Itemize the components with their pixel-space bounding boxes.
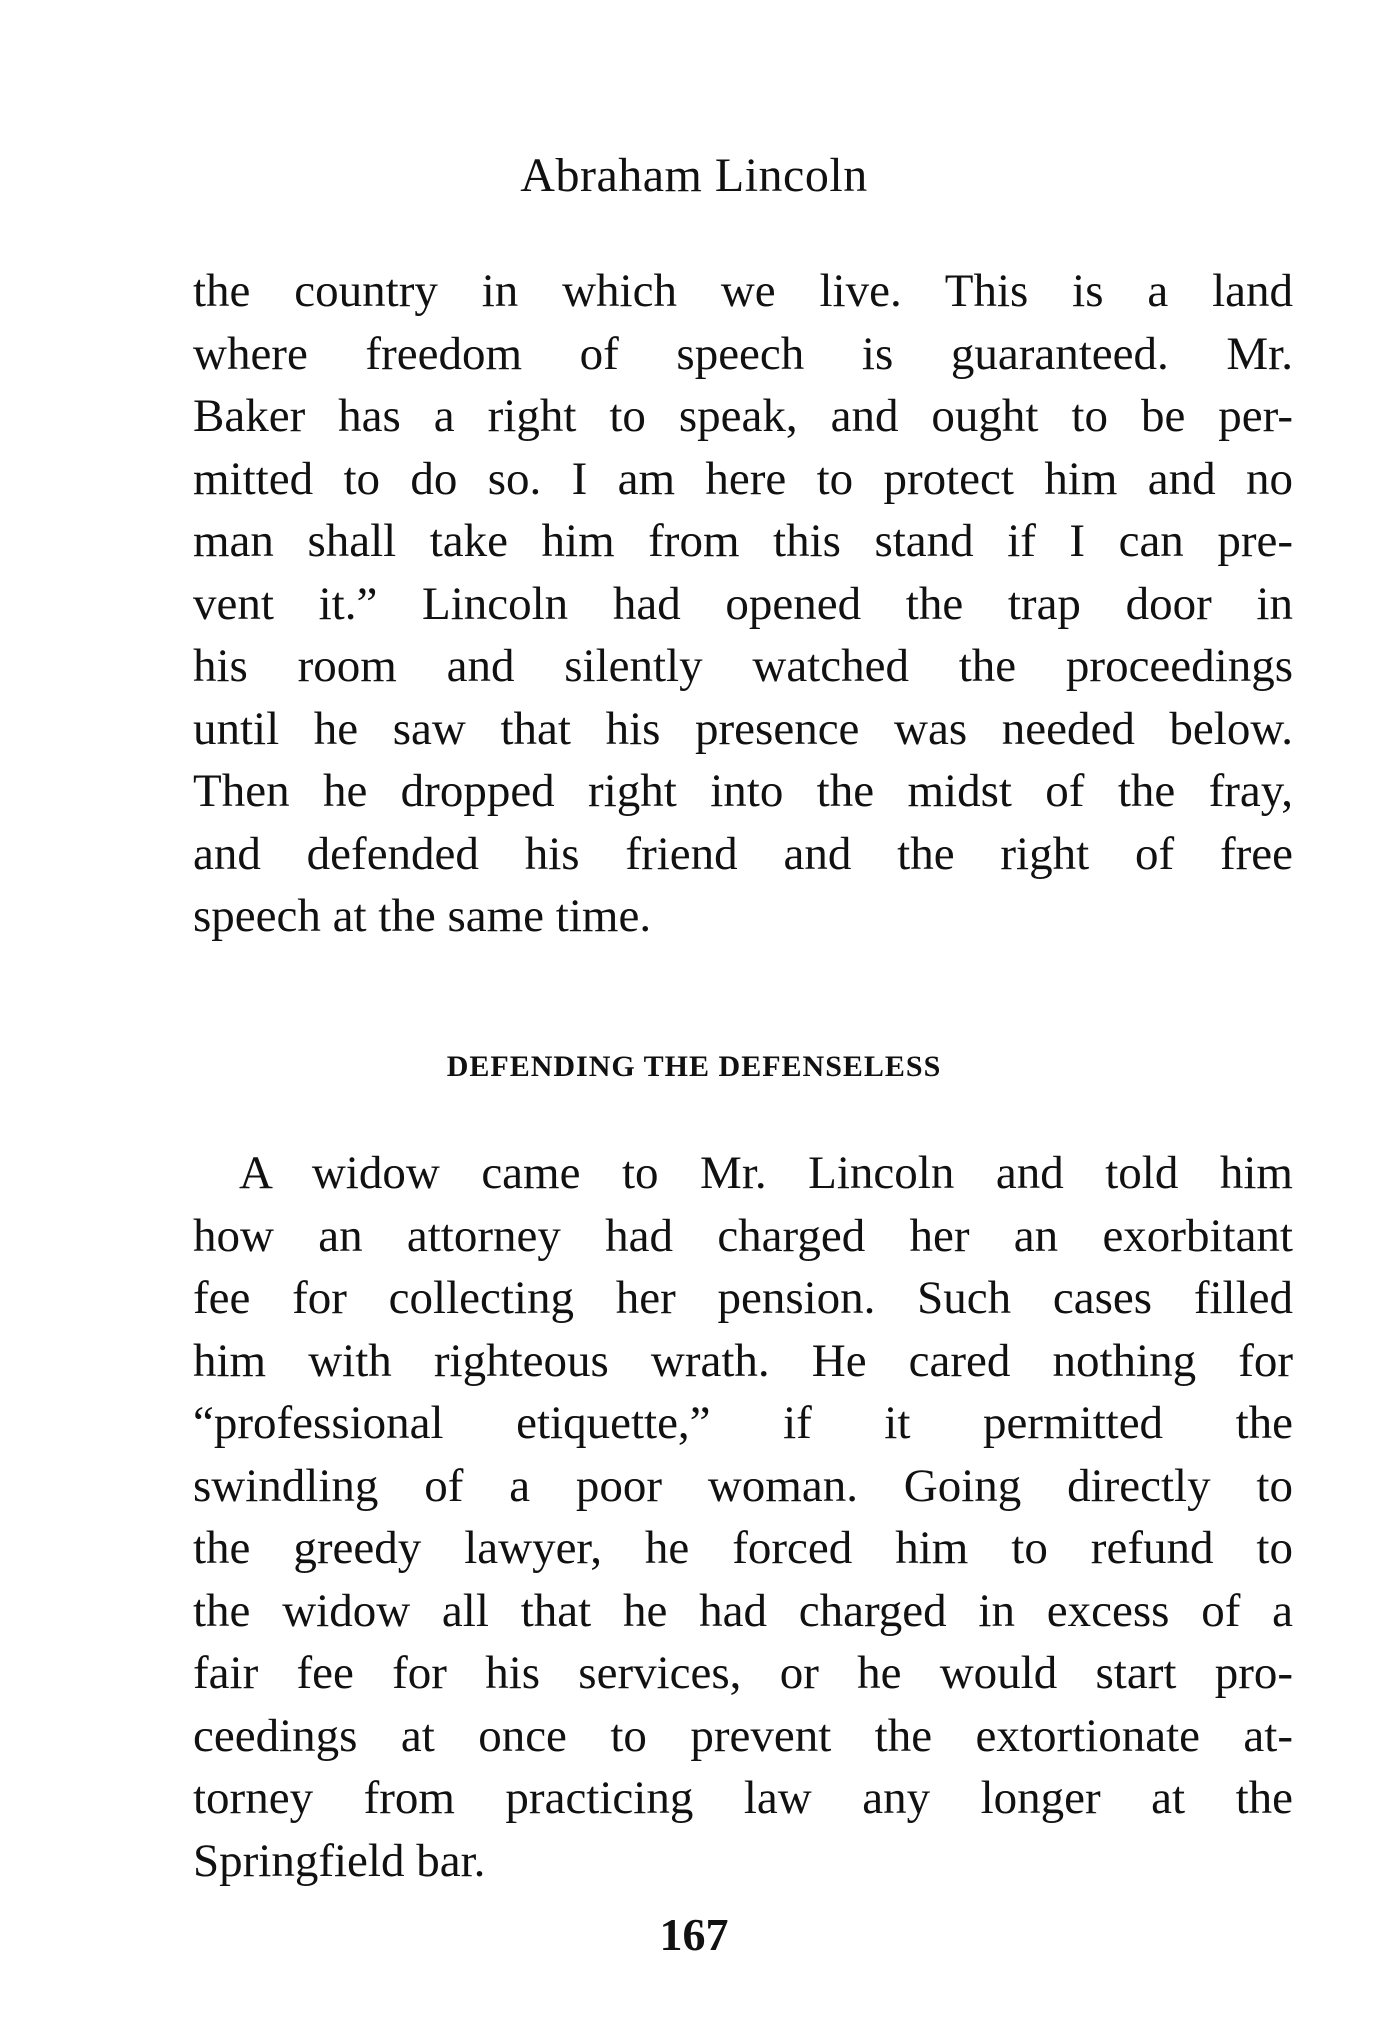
text-line: how an attorney had charged her an exorbitant <box>193 1209 1293 1262</box>
text-line: vent it.” Lincoln had opened the trap door in <box>193 577 1293 630</box>
text-line: swindling of a poor woman. Going directly to <box>193 1459 1293 1512</box>
text-line: ceedings at once to prevent the extortionate at- <box>193 1709 1293 1762</box>
text-line: his room and silently watched the proceedings <box>193 640 1293 692</box>
text-line: him with righteous wrath. He cared nothing for <box>193 1334 1293 1387</box>
text-line: and defended his friend and the right of free <box>193 827 1293 880</box>
text-line: fee for collecting her pension. Such cases filled <box>193 1272 1293 1324</box>
text-line: until he saw that his presence was needed below. <box>193 702 1293 755</box>
page-number: 167 <box>659 1909 729 1960</box>
text-line: Baker has a right to speak, and ought to be per- <box>193 390 1293 442</box>
section-heading: DEFENDING THE DEFENSELESS <box>446 1050 942 1083</box>
text-line: A widow came to Mr. Lincoln and told him <box>239 1147 1293 1199</box>
text-line: the greedy lawyer, he forced him to refund to <box>193 1522 1293 1574</box>
text-line: where freedom of speech is guaranteed. Mr. <box>193 327 1293 380</box>
text-line: “professional etiquette,” if it permitted the <box>193 1397 1293 1449</box>
text-line: torney from practicing law any longer at the <box>193 1772 1293 1824</box>
text-line: man shall take him from this stand if I can pre- <box>193 515 1293 567</box>
text-line: mitted to do so. I am here to protect him and no <box>193 452 1293 505</box>
text-line: the widow all that he had charged in excess of a <box>193 1584 1293 1637</box>
paragraph-widow <box>193 1142 1293 1892</box>
text-line: Springfield bar. <box>193 1834 486 1887</box>
text-line: the country in which we live. This is a land <box>193 265 1293 317</box>
running-head: Abraham Lincoln <box>520 149 868 202</box>
text-line: Then he dropped right into the midst of the fray, <box>193 765 1293 817</box>
text-line: speech at the same time. <box>193 890 652 942</box>
text-line: fair fee for his services, or he would start pro- <box>193 1647 1293 1699</box>
paragraph-continued <box>193 260 1293 948</box>
